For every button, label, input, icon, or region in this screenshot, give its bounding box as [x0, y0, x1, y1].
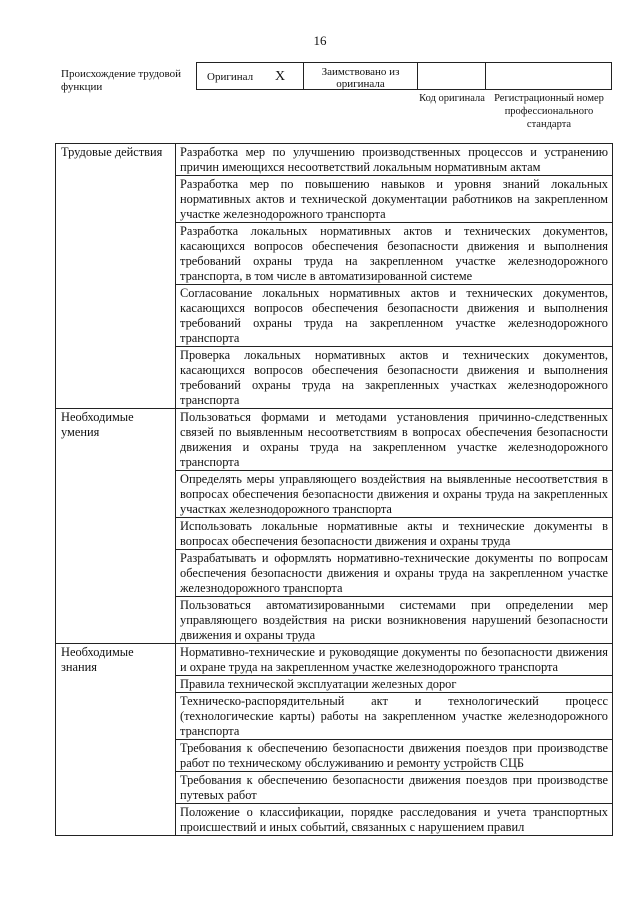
- item-cell: Разрабатывать и оформлять нормативно-технические документы по вопросам обеспечения безопасности движения и охраны труда на закрепленном участке железнодорожного транспорта: [176, 550, 613, 597]
- item-cell: Нормативно-технические и руководящие документы по безопасности движения и охране труда на закрепленном участке железнодорожного транспорта: [176, 644, 613, 676]
- code-caption: Код оригинала: [419, 93, 485, 104]
- page-number: 16: [313, 33, 327, 48]
- table-row: [56, 409, 613, 471]
- item-cell: Техническо-распорядительный акт и технологический процесс (технологические карты) работы на закрепленном участке железнодорожного транспорта: [176, 693, 613, 740]
- reg-number-caption: Регистрационный номер профессионального стандарта: [494, 93, 604, 130]
- category-cell: Необходимые знания: [56, 644, 176, 836]
- function-table: [55, 143, 613, 836]
- item-cell: Разработка мер по улучшению производственных процессов и устранению причин имеющихся несоответствий локальным нормативным актам: [176, 144, 613, 176]
- original-label: Оригинал: [207, 71, 254, 83]
- reg-number-box: [486, 62, 612, 90]
- item-cell: Положение о классификации, порядке расследования и учета транспортных происшествий и иных событий, связанных с нарушением правил: [176, 804, 613, 836]
- item-cell: Согласование локальных нормативных актов и технических документов, касающихся вопросов обеспечения безопасности движения и выполнения требований охраны труда на закрепленном участке железнодорожного транспорта: [176, 285, 613, 347]
- item-cell: Разработка локальных нормативных актов и технических документов, касающихся вопросов обеспечения безопасности движения и выполнения требований охраны труда на закрепленном участке железнодорожного транспорта, в том числе в автоматизированной системе: [176, 223, 613, 285]
- item-cell: Разработка мер по повышению навыков и уровня знаний локальных нормативных актов и технической документации работников на закрепленном участке железнодорожного транспорта: [176, 176, 613, 223]
- item-cell: Правила технической эксплуатации железных дорог: [176, 676, 613, 693]
- item-cell: Использовать локальные нормативные акты и технические документы в вопросах обеспечения безопасности движения и охраны труда: [176, 518, 613, 550]
- origin-label: Происхождение трудовой функции: [61, 68, 182, 93]
- item-cell: Проверка локальных нормативных актов и технических документов, касающихся вопросов обеспечения безопасности движения и выполнения требований охраны труда на закрепленных участках железнодорожного транспорта: [176, 347, 613, 409]
- item-cell: Пользоваться автоматизированными системами при определении мер управляющего воздействия на риски возникновения нарушений безопасности движения и охраны труда: [176, 597, 613, 644]
- item-cell: Определять меры управляющего воздействия на выявленные несоответствия в вопросах обеспечения безопасности движения и охраны труда на закрепленных участках железнодорожного транспорта: [176, 471, 613, 518]
- item-cell: Пользоваться формами и методами установления причинно-следственных связей по выявленным несоответствиям в вопросах обеспечения безопасности движения и охраны труда на закрепленном участке железнодорожного транспорта: [176, 409, 613, 471]
- table-row: [56, 144, 613, 176]
- borrowed-box: Заимствовано из оригинала: [304, 62, 418, 90]
- original-box: [196, 62, 304, 90]
- item-cell: Требования к обеспечению безопасности движения поездов при производстве путевых работ: [176, 772, 613, 804]
- original-mark: X: [275, 69, 286, 84]
- code-box: [418, 62, 486, 90]
- item-cell: Требования к обеспечению безопасности движения поездов при производстве работ по техническому обслуживанию и ремонту устройств СЦБ: [176, 740, 613, 772]
- category-cell: Необходимые умения: [56, 409, 176, 644]
- table-row: [56, 644, 613, 676]
- category-cell: Трудовые действия: [56, 144, 176, 409]
